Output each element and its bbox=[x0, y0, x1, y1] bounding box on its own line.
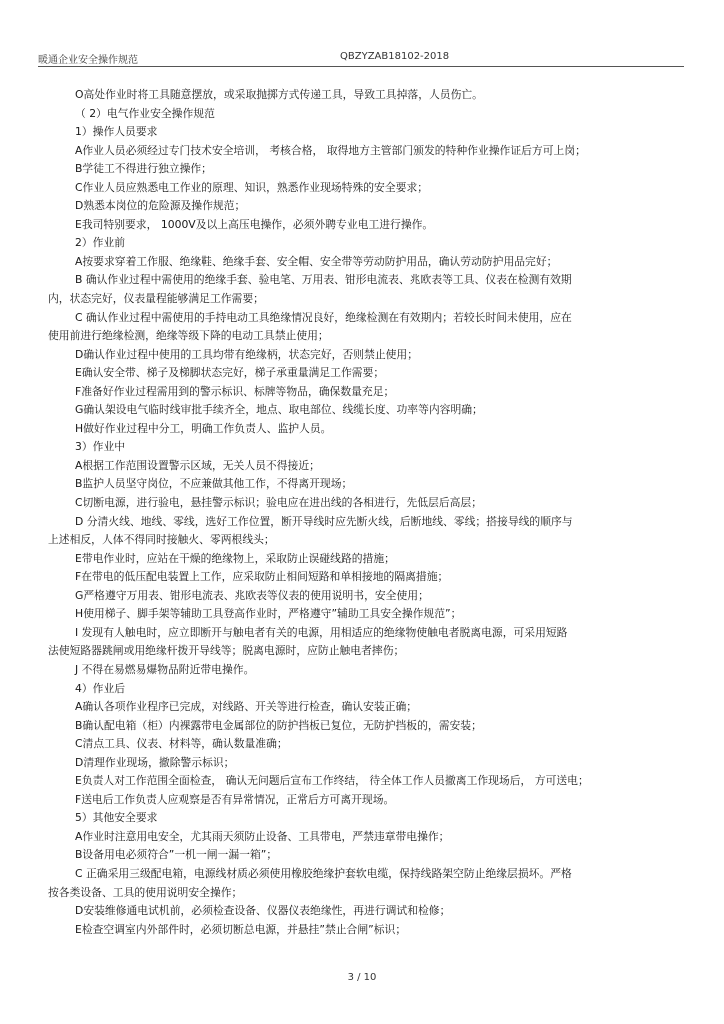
text-line: 使用前进行绝缘检测，绝缘等级下降的电动工具禁止使用； bbox=[48, 329, 329, 343]
document-body bbox=[48, 86, 668, 939]
text-line: I 发现有人触电时，应立即断开与触电者有关的电源，用相适应的绝缘物使触电者脱离电源，可采用短路 bbox=[75, 625, 568, 639]
page-number: 3 / 10 bbox=[347, 972, 377, 983]
text-line: B 确认作业过程中需使用的绝缘手套、验电笔、万用表、钳形电流表、兆欧表等工具、仪表在检测有效期 bbox=[75, 273, 572, 287]
text-line: F在带电的低压配电装置上工作，应采取防止相间短路和单相接地的隔离措施； bbox=[75, 570, 449, 584]
text-line: A根据工作范围设置警示区域，无关人员不得接近； bbox=[75, 458, 320, 472]
text-line: E检查空调室内外部件时，必须切断总电源，并悬挂”禁止合闸”标识； bbox=[75, 922, 407, 936]
text-line: G确认架设电气临时线审批手续齐全，地点、取电部位、线缆长度、功率等内容明确； bbox=[75, 403, 483, 417]
text-line: 2）作业前 bbox=[75, 236, 126, 250]
text-line: 上述相反，人体不得同时接触火、零两根线头； bbox=[48, 533, 275, 547]
text-line: 按各类设备、工具的使用说明安全操作； bbox=[48, 885, 243, 899]
text-line: C 确认作业过程中需使用的手持电动工具绝缘情况良好，绝缘检测在有效期内；若较长时间未使用，应在 bbox=[75, 310, 572, 324]
text-line: 3）作业中 bbox=[75, 440, 126, 454]
text-line: E确认安全带、梯子及梯脚状态完好，梯子承重量满足工作需要； bbox=[75, 366, 385, 380]
text-line: 5）其他安全要求 bbox=[75, 811, 158, 825]
text-line: E带电作业时，应站在干燥的绝缘物上，采取防止误碰线路的措施； bbox=[75, 551, 395, 565]
text-line: 1）操作人员要求 bbox=[75, 125, 158, 139]
text-line: 内，状态完好，仪表量程能够满足工作需要； bbox=[48, 292, 264, 306]
text-line: H使用梯子、脚手架等辅助工具登高作业时，严格遵守”辅助工具安全操作规范”； bbox=[75, 607, 462, 621]
text-line: 4）作业后 bbox=[75, 681, 126, 695]
text-line: H做好作业过程中分工，明确工作负责人、监护人员。 bbox=[75, 421, 332, 435]
text-line: O高处作业时将工具随意摆放，或采取抛掷方式传递工具，导致工具掉落，人员伤亡。 bbox=[75, 88, 483, 101]
text-line: B设备用电必须符合”一机一闸一漏一箱”； bbox=[75, 848, 278, 862]
text-line: 法使短路器跳闸或用绝缘杆拨开导线等；脱离电源时，应防止触电者摔伤； bbox=[48, 644, 405, 658]
header-divider bbox=[38, 66, 684, 67]
text-line: C作业人员应熟悉电工作业的原理、知识，熟悉作业现场特殊的安全要求； bbox=[75, 180, 429, 194]
text-line: C切断电源，进行验电，悬挂警示标识；验电应在进出线的各相进行，先低层后高层； bbox=[75, 496, 483, 510]
text-line: D确认作业过程中使用的工具均带有绝缘柄，状态完好，否则禁止使用； bbox=[75, 347, 419, 361]
text-line: F送电后工作负责人应观察是否有异常情况，正常后方可离开现场。 bbox=[75, 792, 395, 806]
text-line: B监护人员坚守岗位，不应兼做其他工作，不得离开现场； bbox=[75, 477, 353, 491]
text-line: A作业时注意用电安全，尤其雨天须防止设备、工具带电，严禁违章带电操作； bbox=[75, 829, 450, 843]
text-line: D安装维修通电试机前，必须检查设备、仪器仪表绝缘性，再进行调试和检修； bbox=[75, 904, 451, 918]
text-line: D清理作业现场，撤除警示标识； bbox=[75, 755, 235, 769]
header-doc-code: QBZYZAB18102-2018 bbox=[340, 51, 450, 62]
text-line: E负责人对工作范围全面检查， 确认无问题后宣布工作终结， 待全体工作人员撤离工作现场后， 方可送电； bbox=[75, 774, 589, 788]
text-line: B学徒工不得进行独立操作； bbox=[75, 162, 212, 176]
page-header bbox=[38, 51, 684, 67]
text-line: F准备好作业过程需用到的警示标识、标牌等物品，确保数量充足； bbox=[75, 384, 395, 398]
text-line: J 不得在易燃易爆物品附近带电操作。 bbox=[75, 662, 255, 676]
text-line: C清点工具、仪表、材料等，确认数量准确； bbox=[75, 737, 288, 751]
text-line: （ 2）电气作业安全操作规范 bbox=[75, 106, 215, 120]
text-line: G严格遵守万用表、钳形电流表、兆欧表等仪表的使用说明书，安全使用； bbox=[75, 588, 429, 602]
text-line: E我司特别要求， 1000V及以上高压电操作，必须外聘专业电工进行操作。 bbox=[75, 217, 434, 231]
text-line: D 分清火线、地线、零线，选好工作位置，断开导线时应先断火线，后断地线、零线；搭接导线的顺序与 bbox=[75, 514, 573, 528]
text-line: D熟悉本岗位的危险源及操作规范； bbox=[75, 199, 246, 213]
text-line: B确认配电箱（柜）内裸露带电金属部位的防护挡板已复位，无防护挡板的，需安装； bbox=[75, 718, 482, 732]
text-line: A按要求穿着工作服、绝缘鞋、绝缘手套、安全帽、安全带等劳动防护用品，确认劳动防护用品完好； bbox=[75, 254, 558, 268]
header-doc-title: 暖通企业安全操作规范 bbox=[38, 55, 138, 66]
text-line: A作业人员必须经过专门技术安全培训， 考核合格， 取得地方主管部门颁发的特种作业操作证后方可上岗； bbox=[75, 143, 586, 157]
text-line: C 正确采用三级配电箱，电源线材质必须使用橡胶绝缘护套软电缆，保持线路架空防止绝缘层损坏。严格 bbox=[75, 866, 572, 880]
text-line: A确认各项作业程序已完成，对线路、开关等进行检查，确认安装正确； bbox=[75, 700, 418, 714]
